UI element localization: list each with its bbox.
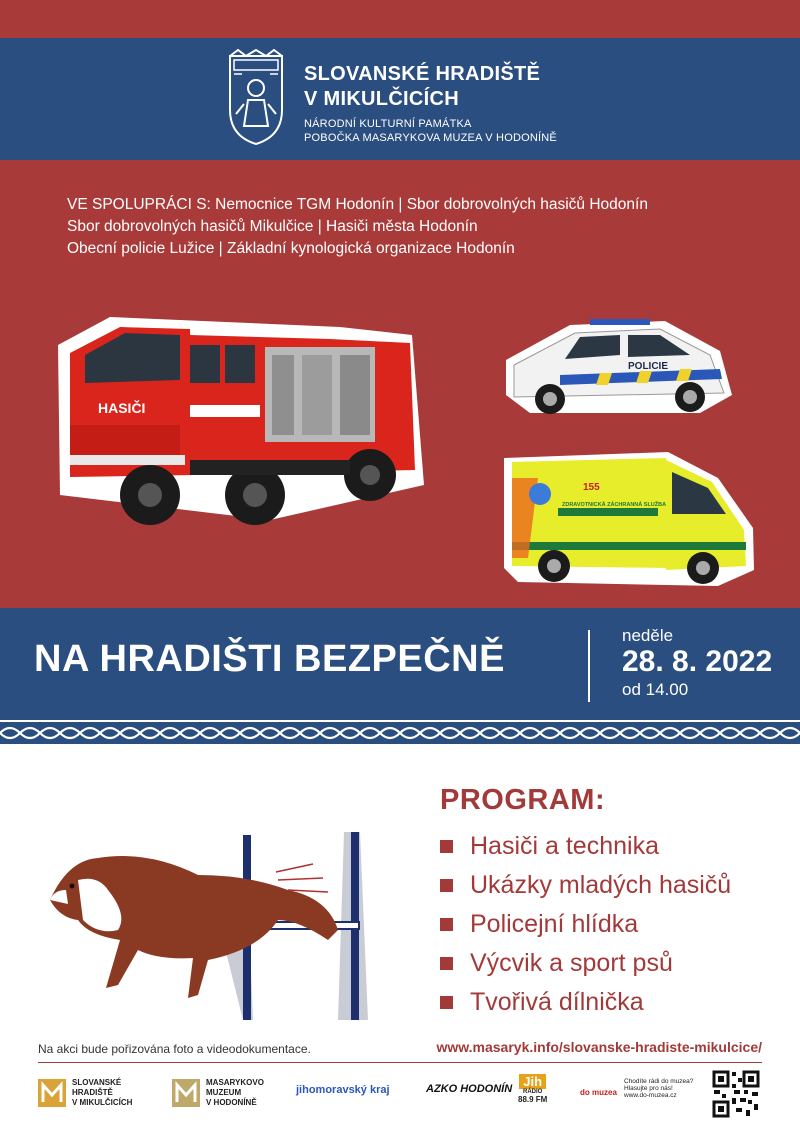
program-list bbox=[440, 827, 731, 1022]
website-link[interactable]: www.masaryk.info/slovanske-hradiste-mikulcice/ bbox=[436, 1039, 762, 1055]
top-red-strip bbox=[0, 0, 800, 38]
police-car-image bbox=[500, 305, 740, 420]
event-title: NA HRADIŠTI BEZPEČNĚ bbox=[34, 638, 505, 680]
photo-notice: Na akci bude pořizována foto a videodokumentace. bbox=[38, 1042, 311, 1056]
ambulance-number: 155 bbox=[583, 482, 600, 493]
logo-do-muzea-vote: Chodíte rádi do muzea? Hlasujte pro nás! www.do-muzea.cz bbox=[624, 1078, 694, 1099]
fire-truck-image bbox=[40, 305, 435, 550]
logo-jihomoravsky-kraj: jihomoravský kraj bbox=[296, 1084, 390, 1096]
ambulance-image bbox=[498, 448, 760, 590]
event-time: od 14.00 bbox=[622, 680, 689, 699]
cooperation-text bbox=[67, 194, 648, 260]
bullet-icon bbox=[440, 918, 453, 931]
footer-divider bbox=[38, 1062, 762, 1063]
logo-do-muzea: do muzea bbox=[580, 1088, 617, 1097]
event-day: neděle bbox=[622, 626, 674, 645]
program-item: Hasiči a technika bbox=[440, 827, 731, 866]
dog-agility-image bbox=[38, 820, 418, 1020]
title-divider bbox=[588, 630, 590, 702]
logo-masarykovo-muzeum: MASARYKOVO MUZEUM V HODONÍNĚ bbox=[172, 1078, 264, 1108]
program-title: PROGRAM: bbox=[440, 784, 606, 816]
cooperation-line: VE SPOLUPRÁCI S: Nemocnice TGM Hodonín | Sbor dobrovolných hasičů Hodonín bbox=[67, 196, 648, 213]
cooperation-line: Sbor dobrovolných hasičů Mikulčice | Hasiči města Hodonín bbox=[67, 218, 478, 235]
site-subtitle: NÁRODNÍ KULTURNÍ PAMÁTKA POBOČKA MASARYKOVA MUZEA V HODONÍNĚ bbox=[304, 118, 557, 144]
program-item: Ukázky mladých hasičů bbox=[440, 866, 731, 905]
qr-code-icon[interactable] bbox=[712, 1070, 760, 1118]
program-item: Výcvik a sport psů bbox=[440, 944, 731, 983]
site-title: SLOVANSKÉ HRADIŠTĚ V MIKULČICÍCH bbox=[304, 63, 541, 110]
museum-emblem-icon bbox=[220, 48, 292, 148]
bullet-icon bbox=[440, 996, 453, 1009]
m-logo-icon bbox=[172, 1079, 200, 1107]
fire-truck-label: HASIČI bbox=[98, 400, 146, 416]
event-date: 28. 8. 2022 bbox=[622, 645, 773, 678]
police-label: POLICIE bbox=[628, 361, 669, 372]
logo-slovanske-hradiste: SLOVANSKÉ HRADIŠTĚ V MIKULČICÍCH bbox=[38, 1078, 132, 1108]
logo-azko: AZKO HODONÍN bbox=[426, 1083, 513, 1095]
program-item: Tvořivá dílnička bbox=[440, 983, 731, 1022]
m-logo-icon bbox=[38, 1079, 66, 1107]
bullet-icon bbox=[440, 879, 453, 892]
logo-radio-jih: Jih RÁDIO 88.9 FM bbox=[518, 1074, 548, 1104]
bullet-icon bbox=[440, 957, 453, 970]
program-item: Policejní hlídka bbox=[440, 905, 731, 944]
bullet-icon bbox=[440, 840, 453, 853]
cooperation-line: Obecní policie Lužice | Základní kynologická organizace Hodonín bbox=[67, 240, 515, 257]
ambulance-label: ZDRAVOTNICKÁ ZÁCHRANNÁ SLUŽBA bbox=[562, 502, 667, 508]
wave-pattern bbox=[0, 722, 800, 744]
